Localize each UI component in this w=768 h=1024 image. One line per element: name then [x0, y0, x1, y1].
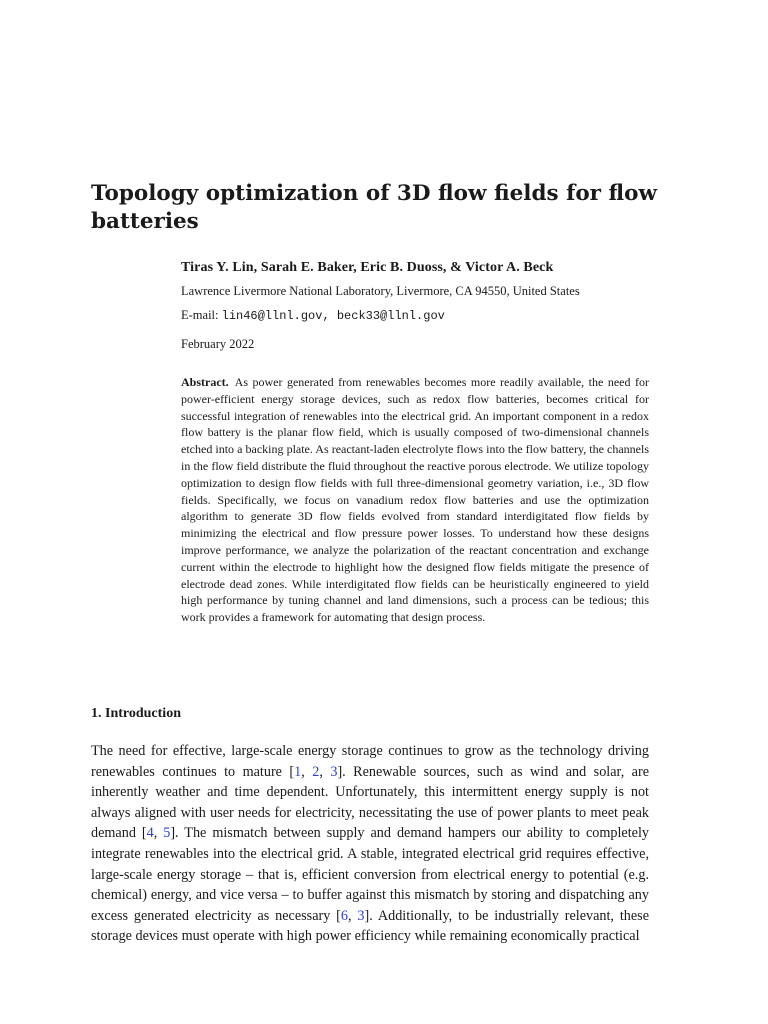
citation-link[interactable]: 2	[312, 763, 320, 780]
section-heading-introduction: 1. Introduction	[91, 706, 181, 721]
citation-separator: ,	[319, 763, 331, 780]
citation-separator: ,	[348, 907, 358, 924]
abstract	[181, 374, 649, 626]
citation-link[interactable]: 5	[163, 825, 171, 842]
paper-title: Topology optimization of 3D flow fields for flow batteries	[91, 181, 657, 234]
citation-link[interactable]: 1	[294, 763, 302, 780]
intro-text: The need for effective, large-scale energy storage continues to grow as the technology driving renewables continues to mature [	[91, 743, 649, 780]
email-addresses: lin46@llnl.gov, beck33@llnl.gov	[221, 309, 445, 323]
abstract-text: As power generated from renewables becomes more readily available, the need for power-efficient energy storage devices, such as redox flow batteries, becomes critical for successful integration of renewables into the electrical grid. An important component in a redox flow battery is the planar flow field, which is usually composed of two-dimensional channels etched into a backing plate. As reactant-laden electrolyte flows into the flow battery, the channels in the flow field distribute the fluid throughout the reactive porous electrode. We utilize topology optimization to design flow fields with full three-dimensional geometry variation, i.e., 3D flow fields. Specifically, we focus on vanadium redox flow batteries and use the optimization algorithm to generate 3D flow fields evolved from standard interdigitated flow fields by minimizing the electrical and flow pressure power losses. To understand how these designs improve performance, we analyze the polarization of the reactant concentration and exchange current within the electrode to highlight how the designed flow fields mitigate the presence of electrode dead zones. While interdigitated flow fields can be heuristically engineered to yield high performance by tuning channel and land dimensions, such a process can be tedious; this work provides a framework for automating that design process.	[181, 375, 649, 625]
intro-text: ]. Additionally, to be industrially relevant, these storage devices must operate with high power efficiency while remaining economically practical	[91, 907, 649, 945]
author-list: Tiras Y. Lin, Sarah E. Baker, Eric B. Duoss, & Victor A. Beck	[181, 260, 554, 275]
publication-date: February 2022	[181, 337, 255, 351]
affiliation: Lawrence Livermore National Laboratory, Livermore, CA 94550, United States	[181, 284, 580, 298]
intro-text: ]. The mismatch between supply and demand hampers our ability to completely integrate renewables into the electrical grid. A stable, integrated electrical grid requires effective, large-scale energy storage – that is, efficient conversion from electrical energy to potential (e.g. chemical) energy, and vice versa – to buffer against this mismatch by storing and dispatching any excess generated electricity as necessary [	[91, 825, 649, 924]
abstract-label: Abstract.	[181, 375, 229, 389]
citation-link[interactable]: 3	[330, 763, 338, 780]
intro-text: ]. Renewable sources, such as wind and solar, are inherently weather and time dependent. Unfortunately, this intermittent energy supply is not always aligned with user needs for electricity, necessitating the use of power plants to meet peak demand [	[91, 763, 650, 842]
citation-separator: ,	[153, 825, 164, 842]
citation-link[interactable]: 6	[340, 907, 348, 924]
introduction-paragraph	[91, 741, 649, 947]
email-line	[181, 308, 651, 323]
email-label: E-mail:	[181, 308, 219, 322]
citation-separator: ,	[301, 763, 313, 780]
citation-link[interactable]: 4	[146, 825, 154, 842]
citation-link[interactable]: 3	[357, 907, 365, 924]
